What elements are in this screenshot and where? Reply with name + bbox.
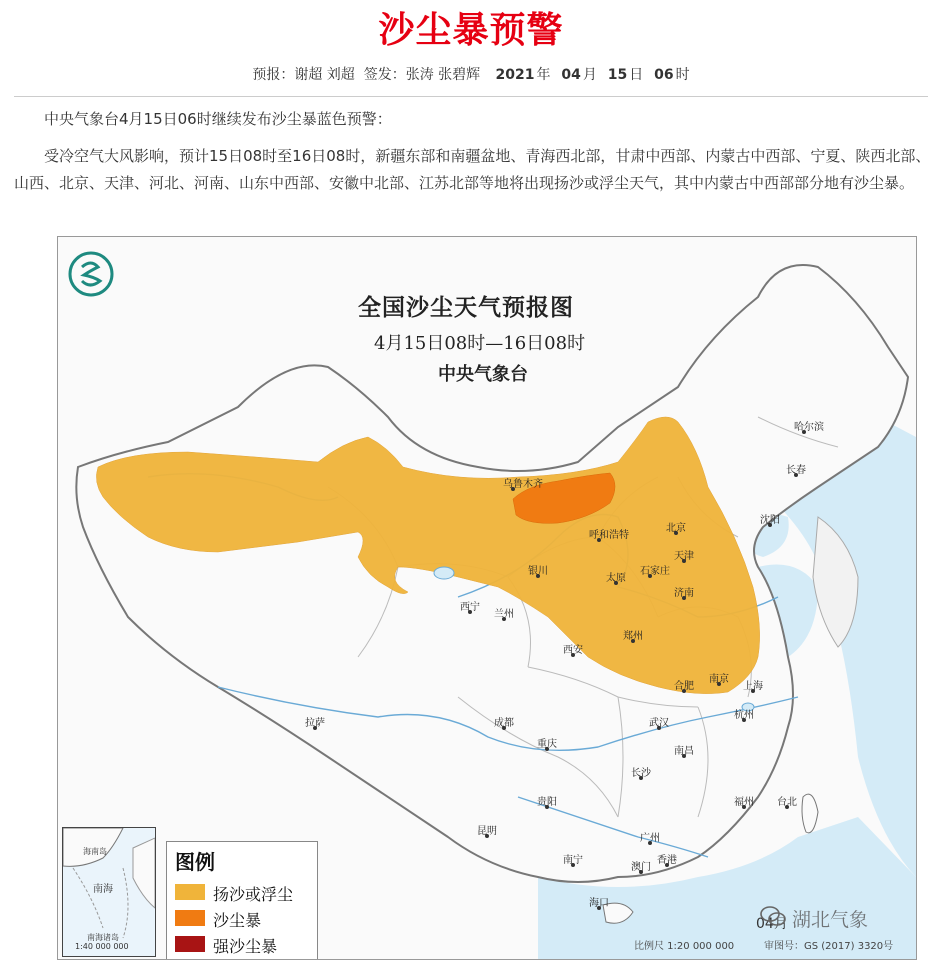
partial-date-text: 04月 [756,916,788,932]
city-label: 呼和浩特 [589,530,629,541]
watermark: 湖北气象 [792,909,869,931]
issue-day: 15 [607,67,628,83]
city-label: 兰州 [494,609,514,620]
city-label: 拉萨 [305,718,325,729]
city-label: 沈阳 [760,515,780,526]
city-label: 成都 [494,718,514,729]
city-label: 乌鲁木齐 [503,479,543,490]
legend-swatch [175,884,205,900]
year-unit: 年 [536,67,551,83]
map-legend [166,841,318,960]
issue-year: 2021 [495,67,535,83]
map-date-range: 4月15日08时—16日08时 [374,333,586,354]
map-scale: 比例尺 1:20 000 000 [634,941,735,952]
signers: 张涛 张碧辉 [405,67,481,83]
map-approval-number: 审图号：GS (2017) 3320号 [764,941,894,952]
city-label: 南宁 [563,855,583,866]
city-label: 合肥 [674,681,694,692]
city-label: 西安 [563,645,583,656]
city-label: 上海 [743,681,763,692]
month-unit: 月 [582,67,597,83]
city-label: 西宁 [460,602,480,613]
city-label: 石家庄 [640,566,670,577]
legend-label: 沙尘暴 [213,911,262,930]
byline [0,64,942,84]
city-label: 银川 [528,566,548,577]
city-label: 福州 [734,797,754,808]
inset-scale-label: 1:40 000 000 [75,942,129,951]
map-title: 全国沙尘天气预报图 [358,294,574,321]
city-label: 重庆 [537,739,557,750]
city-label: 台北 [777,797,797,808]
issue-month: 04 [561,67,581,83]
city-label: 香港 [657,855,677,866]
divider [14,96,928,97]
city-label: 武汉 [649,718,669,729]
forecasters: 谢超 刘超 [294,67,355,83]
dust-forecast-map [57,236,917,960]
intro-paragraph: 中央气象台4月15日06时继续发布沙尘暴蓝色预警： [44,110,392,128]
legend-label: 强沙尘暴 [213,937,278,956]
city-label: 长春 [786,465,806,476]
city-label: 济南 [674,588,694,599]
legend-title: 图例 [175,850,215,874]
city-label: 海口 [589,898,609,909]
day-unit: 日 [629,67,644,83]
detail-paragraph: 受冷空气大风影响，预计15日08时至16日08时，新疆东部和南疆盆地、青海西北部，甘肃中西部、内蒙古中西部、宁夏、陕西北部、山西、北京、天津、河北、河南、山东中西部、安徽中北部、江苏北部等地将出现扬沙或浮尘天气，其中内蒙古中西部部分地有沙尘暴。 [14,147,931,192]
issue-hour: 06 [654,67,674,83]
qinghai-lake [434,567,454,579]
south-china-sea-inset [62,827,156,957]
cma-logo-icon [68,251,114,297]
city-label: 北京 [666,523,686,534]
inset-islands-label: 南海诸岛 [87,933,119,942]
city-label: 太原 [606,573,626,584]
city-label: 天津 [674,551,694,562]
legend-label: 扬沙或浮尘 [213,885,294,904]
hour-unit: 时 [675,67,690,83]
map-organization: 中央气象台 [438,364,528,385]
wechat-icon [760,905,786,927]
page-title: 沙尘暴预警 [378,10,564,51]
sign-label: 签发： [363,67,406,83]
city-label: 贵阳 [537,797,557,808]
city-label: 南京 [709,674,729,685]
inset-sea-label: 南海 [93,884,113,895]
inset-hainan-label: 海南岛 [83,847,107,856]
city-label: 广州 [640,833,660,844]
city-label: 哈尔滨 [794,422,824,433]
city-label: 杭州 [734,710,754,721]
city-label: 南昌 [674,746,694,757]
legend-swatch [175,936,205,952]
forecast-label: 预报： [252,67,295,83]
legend-swatch [175,910,205,926]
taiwan-land [802,794,818,833]
city-label: 澳门 [631,862,651,873]
city-label: 昆明 [477,826,497,837]
city-label: 长沙 [631,768,651,779]
city-label: 郑州 [623,631,643,642]
